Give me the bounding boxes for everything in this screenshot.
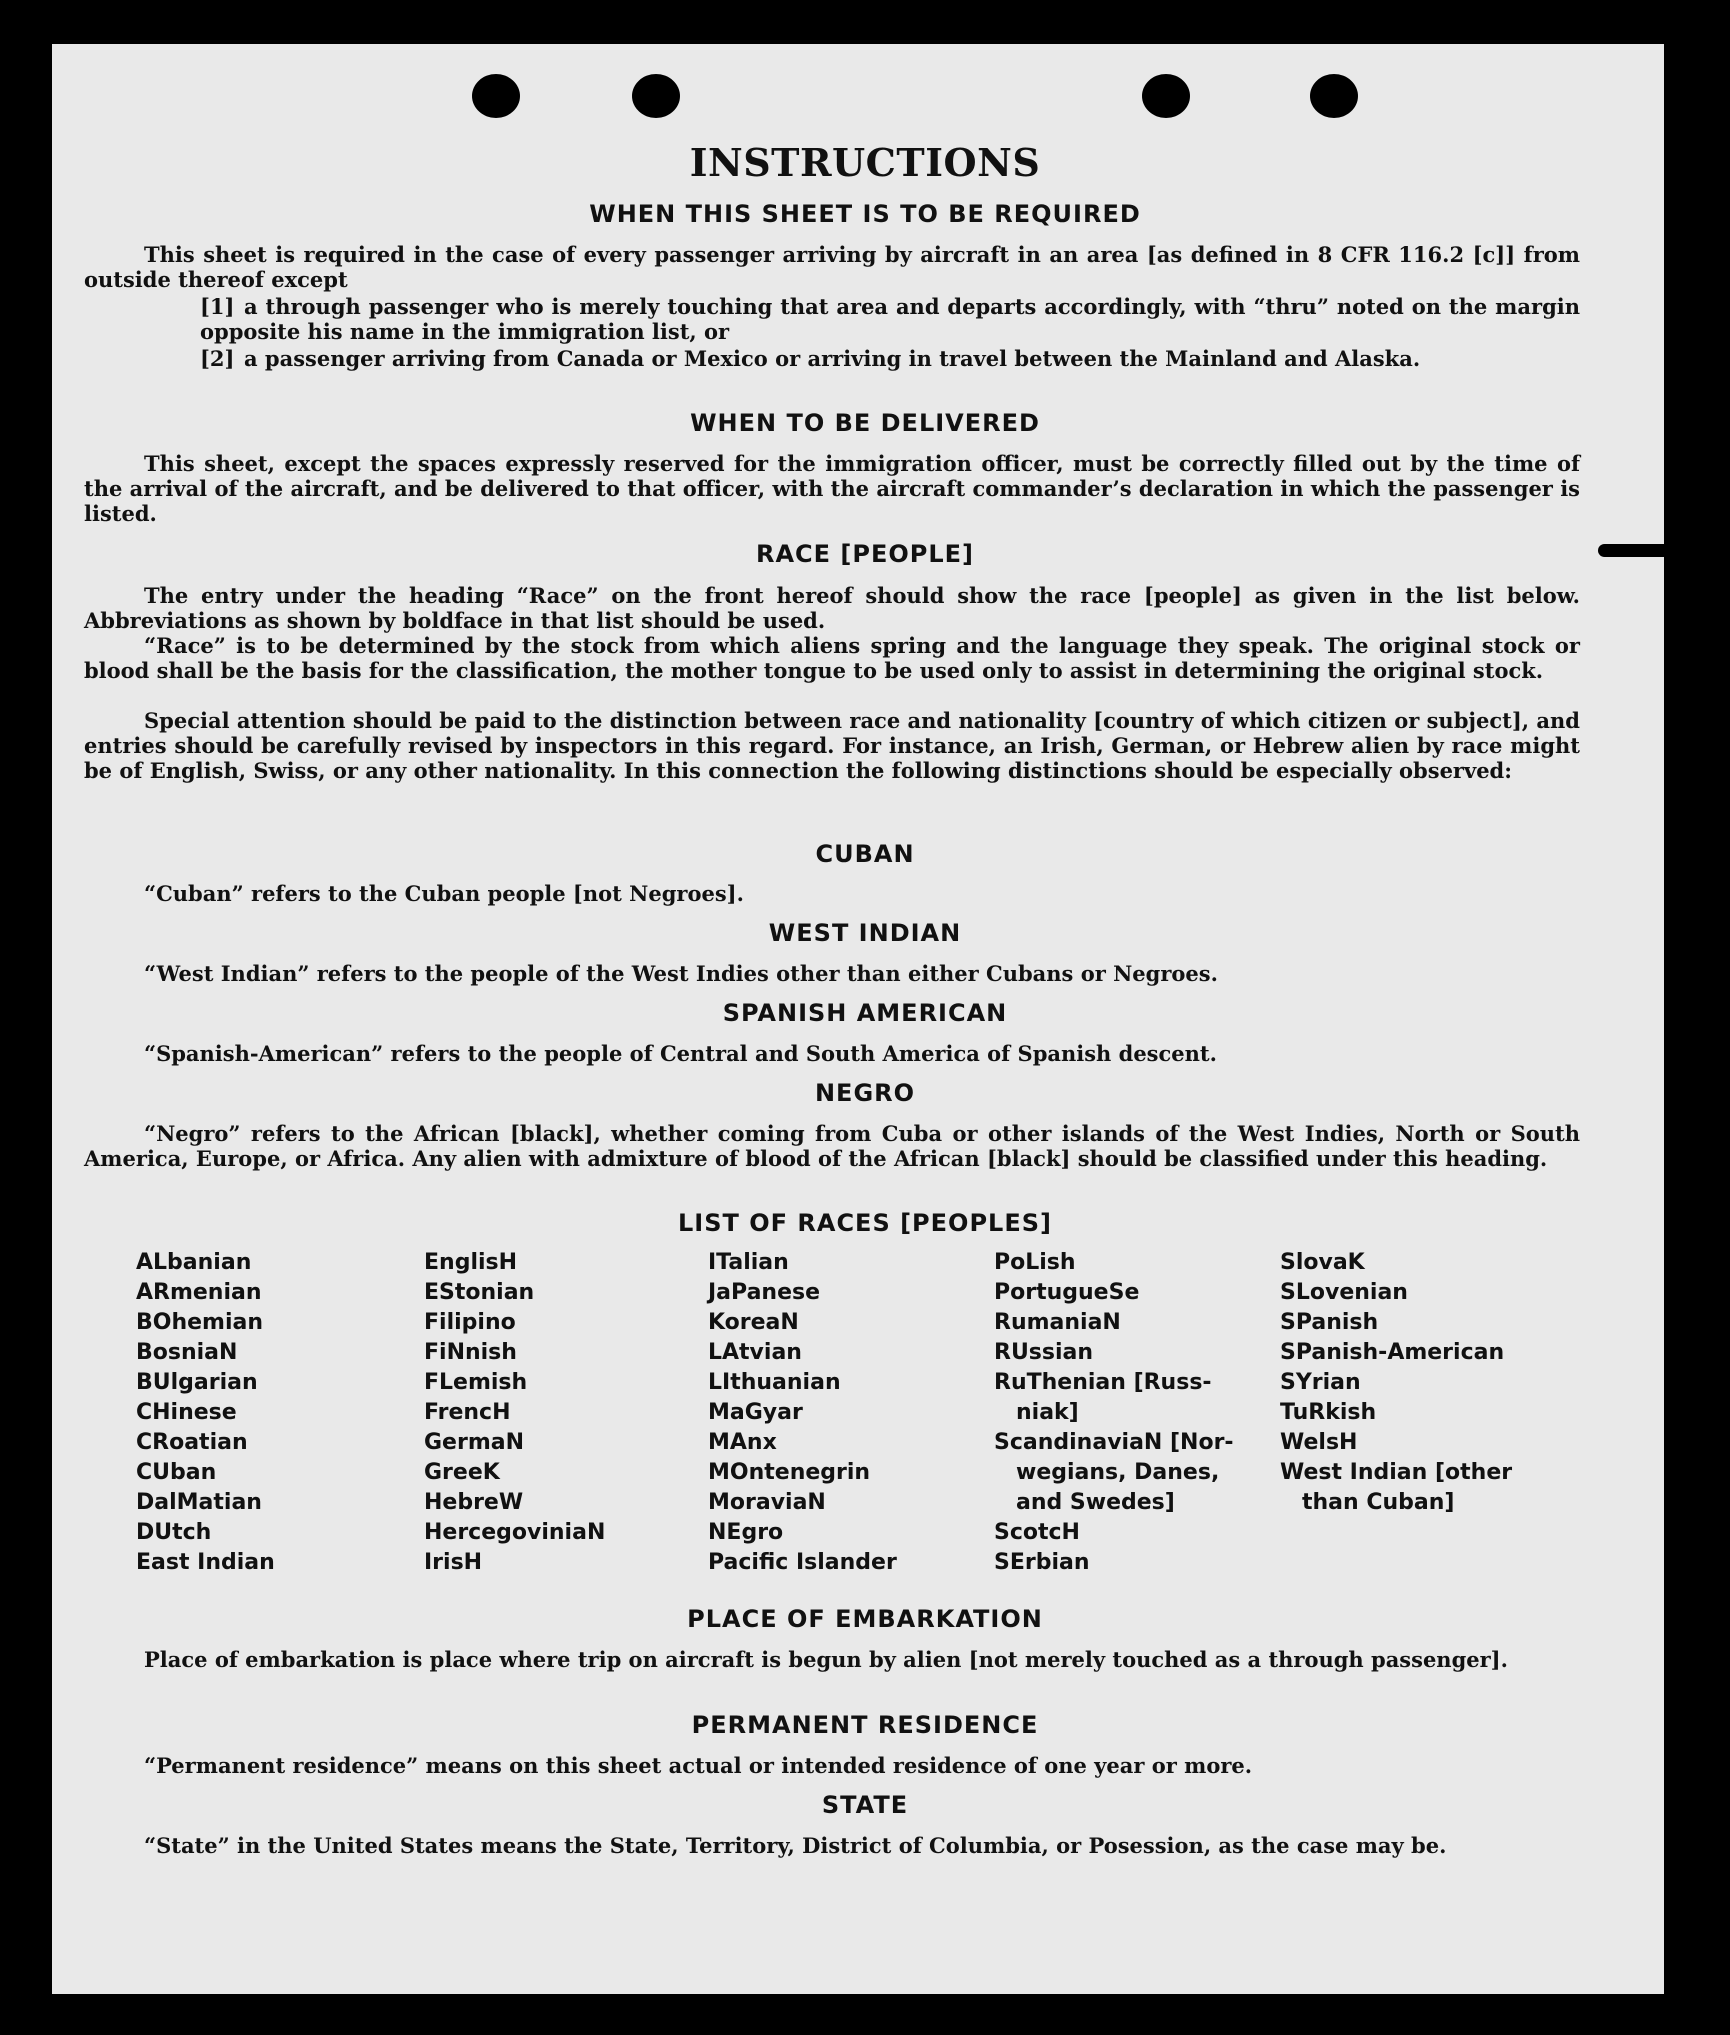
race-item: SLovenian — [1280, 1280, 1408, 1305]
race-item: PoLish — [994, 1250, 1076, 1275]
race-item: ALbanian — [136, 1250, 252, 1275]
race-item: SlovaK — [1280, 1250, 1365, 1275]
item-number: [2] — [200, 346, 235, 371]
race-item: RuThenian [Russ- — [994, 1370, 1212, 1395]
heading-negro: NEGRO — [814, 1079, 916, 1107]
item-text: a through passenger who is merely touching that area and departs accordingly, with “thru” noted on the margin opposite his name in the immigration list, or — [200, 294, 1580, 344]
race-item: FiNnish — [424, 1340, 517, 1365]
race-item: GreeK — [424, 1460, 500, 1485]
race-item: ScotcH — [994, 1520, 1080, 1545]
heading-permanent-residence: PERMANENT RESIDENCE — [691, 1711, 1039, 1739]
race-item: BosniaN — [136, 1340, 238, 1365]
race-item: KoreaN — [708, 1310, 799, 1335]
race-item: SPanish-American — [1280, 1340, 1505, 1365]
heading-list-of-races: LIST OF RACES [PEOPLES] — [678, 1209, 1052, 1237]
race-item: CRoatian — [136, 1430, 248, 1455]
race-item: FLemish — [424, 1370, 528, 1395]
heading-race: RACE [PEOPLE] — [755, 540, 975, 568]
race-item: CUban — [136, 1460, 217, 1485]
embarkation-text: Place of embarkation is place where trip on aircraft is begun by alien [not merely touched as a through passenger]. — [144, 1647, 1508, 1672]
race-paragraph-1: The entry under the heading “Race” on the front hereof should show the race [people] as given in the list below. Abbreviations as shown by boldface in that list should be used. — [84, 583, 1580, 633]
punch-hole — [472, 74, 520, 118]
race-item: SYrian — [1280, 1370, 1361, 1395]
race-item: LIthuanian — [708, 1370, 841, 1395]
required-intro: This sheet is required in the case of every passenger arriving by aircraft in an area [as defined in 8 CFR 116.2 [c]] from outside thereof except — [84, 242, 1580, 292]
race-item: BUlgarian — [136, 1370, 258, 1395]
race-item: MOntenegrin — [708, 1460, 871, 1485]
heading-cuban: CUBAN — [815, 840, 915, 868]
race-item: and Swedes] — [1016, 1490, 1175, 1515]
race-item: Pacific Islander — [708, 1550, 897, 1575]
race-item: BOhemian — [136, 1310, 264, 1335]
race-item: MoraviaN — [708, 1490, 826, 1515]
west-indian-text: “West Indian” refers to the people of the West Indies other than either Cubans or Negroes. — [144, 961, 1218, 986]
residence-text: “Permanent residence” means on this sheet actual or intended residence of one year or more. — [144, 1753, 1253, 1778]
punch-hole — [1310, 74, 1358, 118]
heading-west-indian: WEST INDIAN — [768, 919, 962, 947]
delivered-text: This sheet, except the spaces expressly reserved for the immigration officer, must be correctly filled out by the time of the arrival of the aircraft, and be delivered to that officer, with the aircraft commander’s declaration in which the passenger is listed. — [84, 451, 1580, 526]
exception-item-2 — [200, 346, 1580, 371]
race-item: EnglisH — [424, 1250, 518, 1275]
race-item: TuRkish — [1280, 1400, 1377, 1425]
race-item: West Indian [other — [1280, 1460, 1513, 1485]
race-item: ARmenian — [136, 1280, 262, 1305]
item-text: a passenger arriving from Canada or Mexico or arriving in travel between the Mainland and Alaska. — [244, 346, 1421, 371]
heading-embarkation: PLACE OF EMBARKATION — [687, 1605, 1043, 1633]
heading-when-required: WHEN THIS SHEET IS TO BE REQUIRED — [589, 200, 1141, 228]
negro-text: “Negro” refers to the African [black], whether coming from Cuba or other islands of the West Indies, North or South America, Europe, or Africa. Any alien with admixture of blood of the African [black] should be classified under this heading. — [84, 1121, 1580, 1171]
race-item: GermaN — [424, 1430, 525, 1455]
race-item: RumaniaN — [994, 1310, 1121, 1335]
race-item: PortugueSe — [994, 1280, 1140, 1305]
race-item: niak] — [1016, 1400, 1079, 1425]
race-item: WelsH — [1280, 1430, 1358, 1455]
heading-spanish-american: SPANISH AMERICAN — [722, 999, 1008, 1027]
race-item: MAnx — [708, 1430, 777, 1455]
race-item: DalMatian — [136, 1490, 262, 1515]
cuban-text: “Cuban” refers to the Cuban people [not Negroes]. — [144, 881, 744, 906]
spanish-american-text: “Spanish-American” refers to the people of Central and South America of Spanish descent. — [144, 1041, 1217, 1066]
race-list-column-1 — [136, 1248, 275, 1578]
race-item: HercegoviniaN — [424, 1520, 606, 1545]
heading-when-delivered: WHEN TO BE DELIVERED — [690, 409, 1040, 437]
race-item: RUssian — [994, 1340, 1094, 1365]
exception-item-1 — [200, 294, 1580, 344]
race-item: HebreW — [424, 1490, 524, 1515]
race-item: FrencH — [424, 1400, 511, 1425]
race-paragraph-2: “Race” is to be determined by the stock from which aliens spring and the language they speak. The original stock or blood shall be the basis for the classification, the mother tongue to be used only to assist in determining the original stock. — [84, 633, 1580, 683]
race-list-column-5 — [1280, 1248, 1512, 1518]
punch-hole — [1142, 74, 1190, 118]
race-item: ITalian — [708, 1250, 789, 1275]
race-item: MaGyar — [708, 1400, 803, 1425]
race-item: LAtvian — [708, 1340, 802, 1365]
race-item: NEgro — [708, 1520, 784, 1545]
race-item: DUtch — [136, 1520, 212, 1545]
race-item: SErbian — [994, 1550, 1090, 1575]
item-number: [1] — [200, 294, 235, 319]
race-list-column-3 — [708, 1248, 897, 1578]
race-paragraph-3: Special attention should be paid to the distinction between race and nationality [country of which citizen or subject], and entries should be carefully revised by inspectors in this regard. For instance, an Irish, German, or Hebrew alien by race might be of English, Swiss, or any other nationality. In this connection the following distinctions should be especially observed: — [84, 708, 1580, 783]
race-item: ScandinaviaN [Nor- — [994, 1430, 1234, 1455]
race-item: wegians, Danes, — [1016, 1460, 1220, 1485]
state-text: “State” in the United States means the State, Territory, District of Columbia, or Posession, as the case may be. — [144, 1833, 1447, 1858]
race-item: CHinese — [136, 1400, 237, 1425]
race-item: EStonian — [424, 1280, 535, 1305]
heading-state: STATE — [821, 1791, 909, 1819]
race-item: SPanish — [1280, 1310, 1379, 1335]
page-title: INSTRUCTIONS — [689, 140, 1041, 185]
punch-hole — [632, 74, 680, 118]
race-item: IrisH — [424, 1550, 483, 1575]
race-item: than Cuban] — [1302, 1490, 1455, 1515]
race-item: JaPanese — [708, 1280, 821, 1305]
race-list-column-4 — [994, 1248, 1234, 1578]
race-item: East Indian — [136, 1550, 275, 1575]
race-item: Filipino — [424, 1310, 516, 1335]
race-list-column-2 — [424, 1248, 605, 1578]
